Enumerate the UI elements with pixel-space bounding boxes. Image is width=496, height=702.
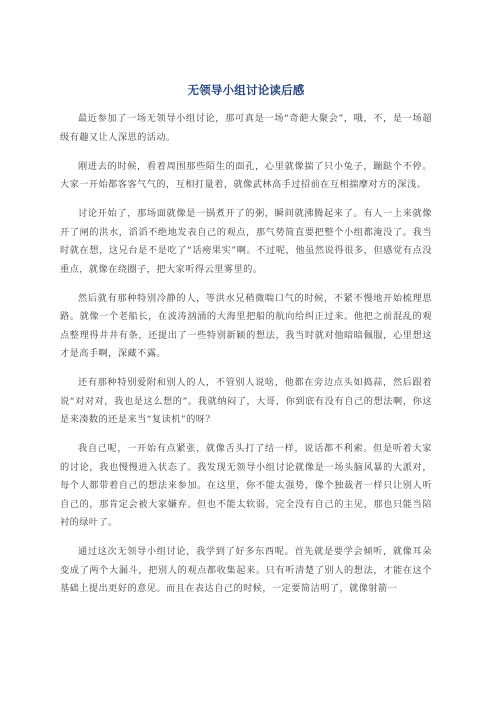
document-title: 无领导小组讨论读后感 [187,83,305,97]
paragraph: 通过这次无领导小组讨论，我学到了好多东西呢。首先就是要学会倾听，就像耳朵变成了两个大漏斗，把别人的观点都收集起来。只有听清楚了别人的想法，才能在这个基础上提出更好的意见。而且在表达自己的时候，一定要简洁明了，就像射箭一 [60,546,432,594]
document-page [60,82,432,609]
paragraph: 我自己呢，一开始有点紧张，就像舌头打了结一样，说话都不利索。但是听着大家的讨论，我也慢慢进入状态了。我发现无领导小组讨论就像是一场头脑风暴的大派对，每个人都带着自己的想法来参加。在这里，你不能太强势，像个独裁者一样只让别人听自己的，那肯定会被大家嫌弃。但也不能太软弱，完全没有自己的主见，那也只能当陪衬的绿叶了。 [60,443,432,528]
paragraph: 讨论开始了，那场面就像是一锅煮开了的粥，瞬间就沸腾起来了。有人一上来就像开了闸的洪水，滔滔不绝地发表自己的观点，那气势简直要把整个小组都淹没了。我当时就在想，这兄台是不是吃了“话痨果实”啊。不过呢，他虽然说得很多，但感觉有点没重点，就像在绕圈子，把大家听得云里雾里的。 [60,208,432,275]
paragraph: 刚进去的时候，看着周围那些陌生的面孔，心里就像揣了只小兔子，蹦跶个不停。大家一开始都客客气气的，互相打量着，就像武林高手过招前在互相揣摩对方的深浅。 [60,160,432,190]
paragraph: 然后就有那种特别冷静的人，等洪水兄稍微喘口气的时候，不紧不慢地开始梳理思路。就像一个老船长，在波涛汹涌的大海里把船的航向给纠正过来。他把之前混乱的观点整理得井井有条，还提出了一些特别新颖的想法，我当时就对他暗暗佩服，心里想这才是高手啊，深藏不露。 [60,292,432,359]
paragraph: 最近参加了一场无领导小组讨论，那可真是一场“奇葩大聚会”，哦，不，是一场超级有趣又让人深思的活动。 [60,113,432,143]
paragraph: 还有那种特别爱附和别人的人，不管别人说啥，他都在旁边点头如捣蒜，然后跟着说“对对对，我也是这么想的”。我就纳闷了，大哥，你到底有没有自己的想法啊，你这是来凑数的还是来当“复读机”的呀？ [60,377,432,425]
